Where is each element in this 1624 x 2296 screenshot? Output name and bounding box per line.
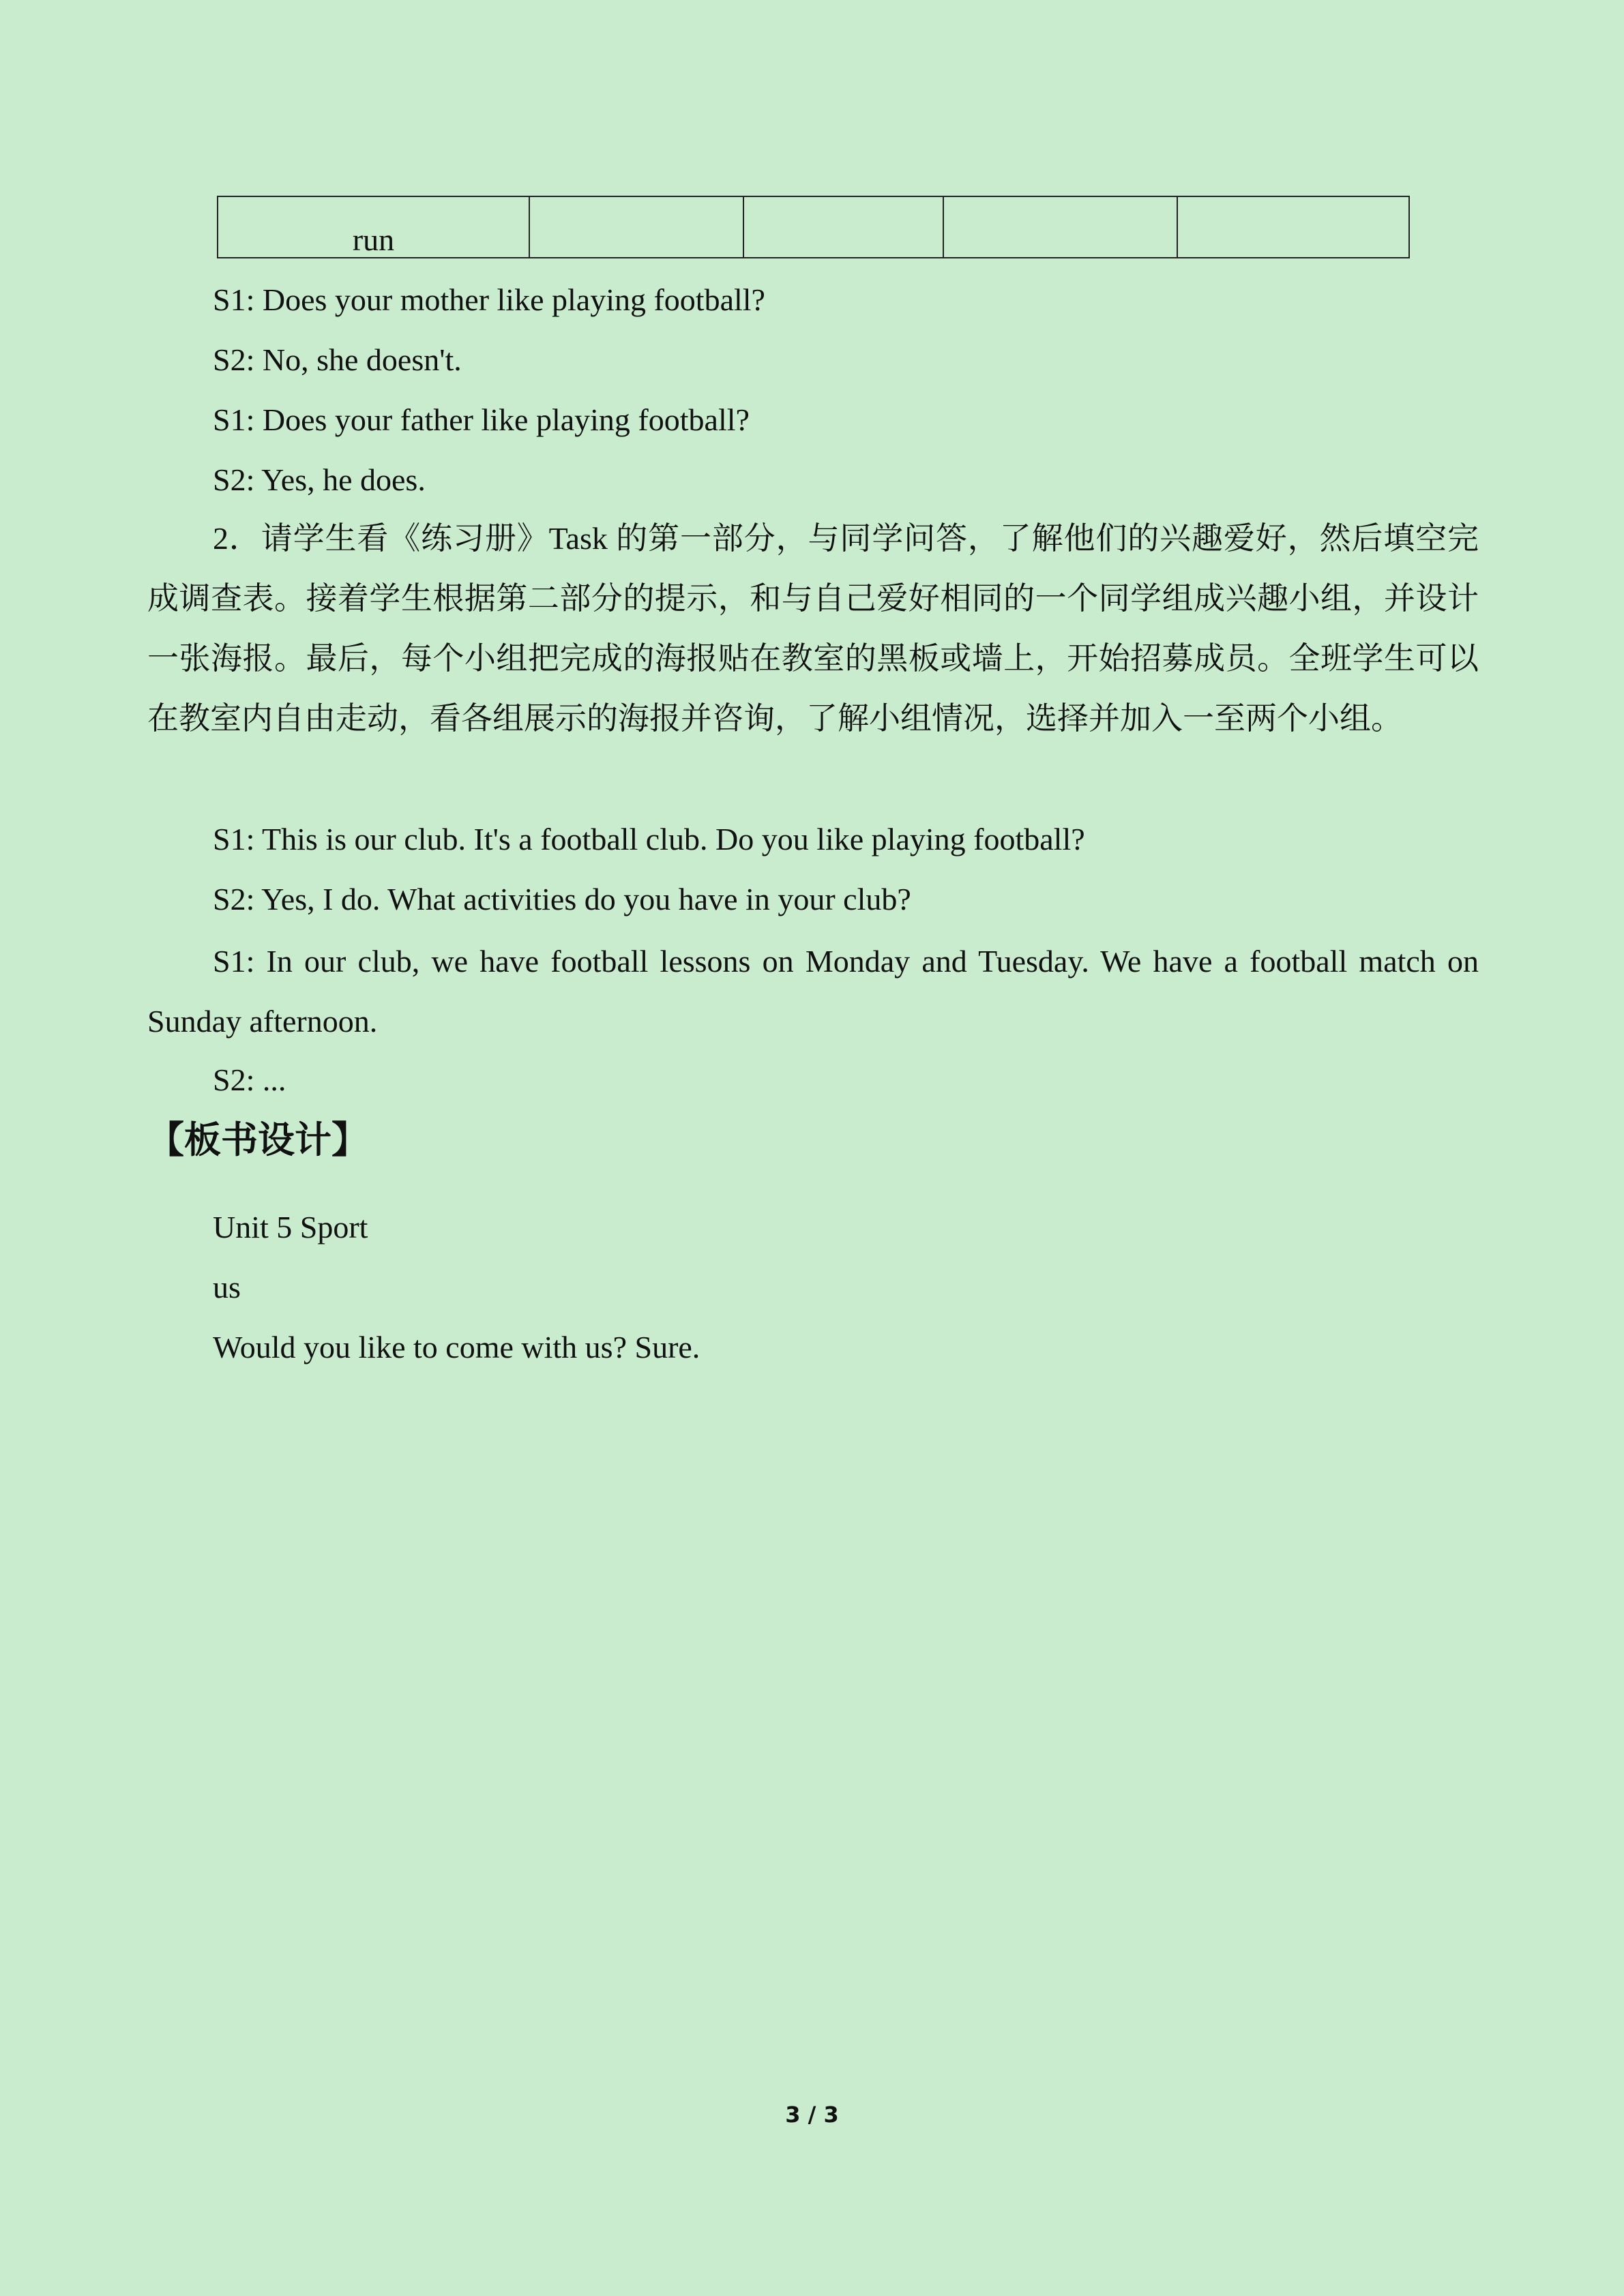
- table-cell: [529, 196, 743, 258]
- survey-table-fragment: [217, 196, 1410, 258]
- survey-table: [217, 196, 1410, 258]
- page-number: 3 / 3: [785, 2102, 839, 2128]
- board-line: Would you like to come with us? Sure.: [213, 1330, 700, 1365]
- board-line: us: [213, 1270, 241, 1304]
- table-cell: [943, 196, 1177, 258]
- dialogue-line: S1: This is our club. It's a football club. Do you like playing football?: [213, 822, 1085, 856]
- dialogue-paragraph: S1: In our club, we have football lessons on Monday and Tuesday. We have a football match on Sunday afternoon.: [147, 944, 1479, 1039]
- table-cell: [743, 196, 943, 258]
- dialogue-line: S1: Does your father like playing football?: [213, 402, 750, 437]
- activity-paragraph: 2．请学生看《练习册》Task 的第一部分，与同学问答，了解他们的兴趣爱好，然后填空完成调查表。接着学生根据第二部分的提示，和与自己爱好相同的一个同学组成兴趣小组，并设计一张海报。最后，每个小组把完成的海报贴在教室的黑板或墙上，开始招募成员。全班学生可以在教室内自由走动，看各组展示的海报并咨询，了解小组情况，选择并加入一至两个小组。: [147, 521, 1479, 736]
- dialogue-line: S2: No, she doesn't.: [213, 342, 462, 377]
- section-heading: 【板书设计】: [147, 1118, 368, 1161]
- dialogue-line: S2: Yes, he does.: [213, 462, 426, 497]
- dialogue-line: S2: Yes, I do. What activities do you have in your club?: [213, 882, 911, 916]
- board-line: Unit 5 Sport: [213, 1210, 368, 1244]
- table-cell: [1177, 196, 1409, 258]
- dialogue-line: S1: Does your mother like playing football?: [213, 282, 765, 317]
- table-cell: run: [218, 196, 529, 258]
- table-row: [218, 196, 1409, 258]
- dialogue-line: S2: ...: [213, 1062, 286, 1097]
